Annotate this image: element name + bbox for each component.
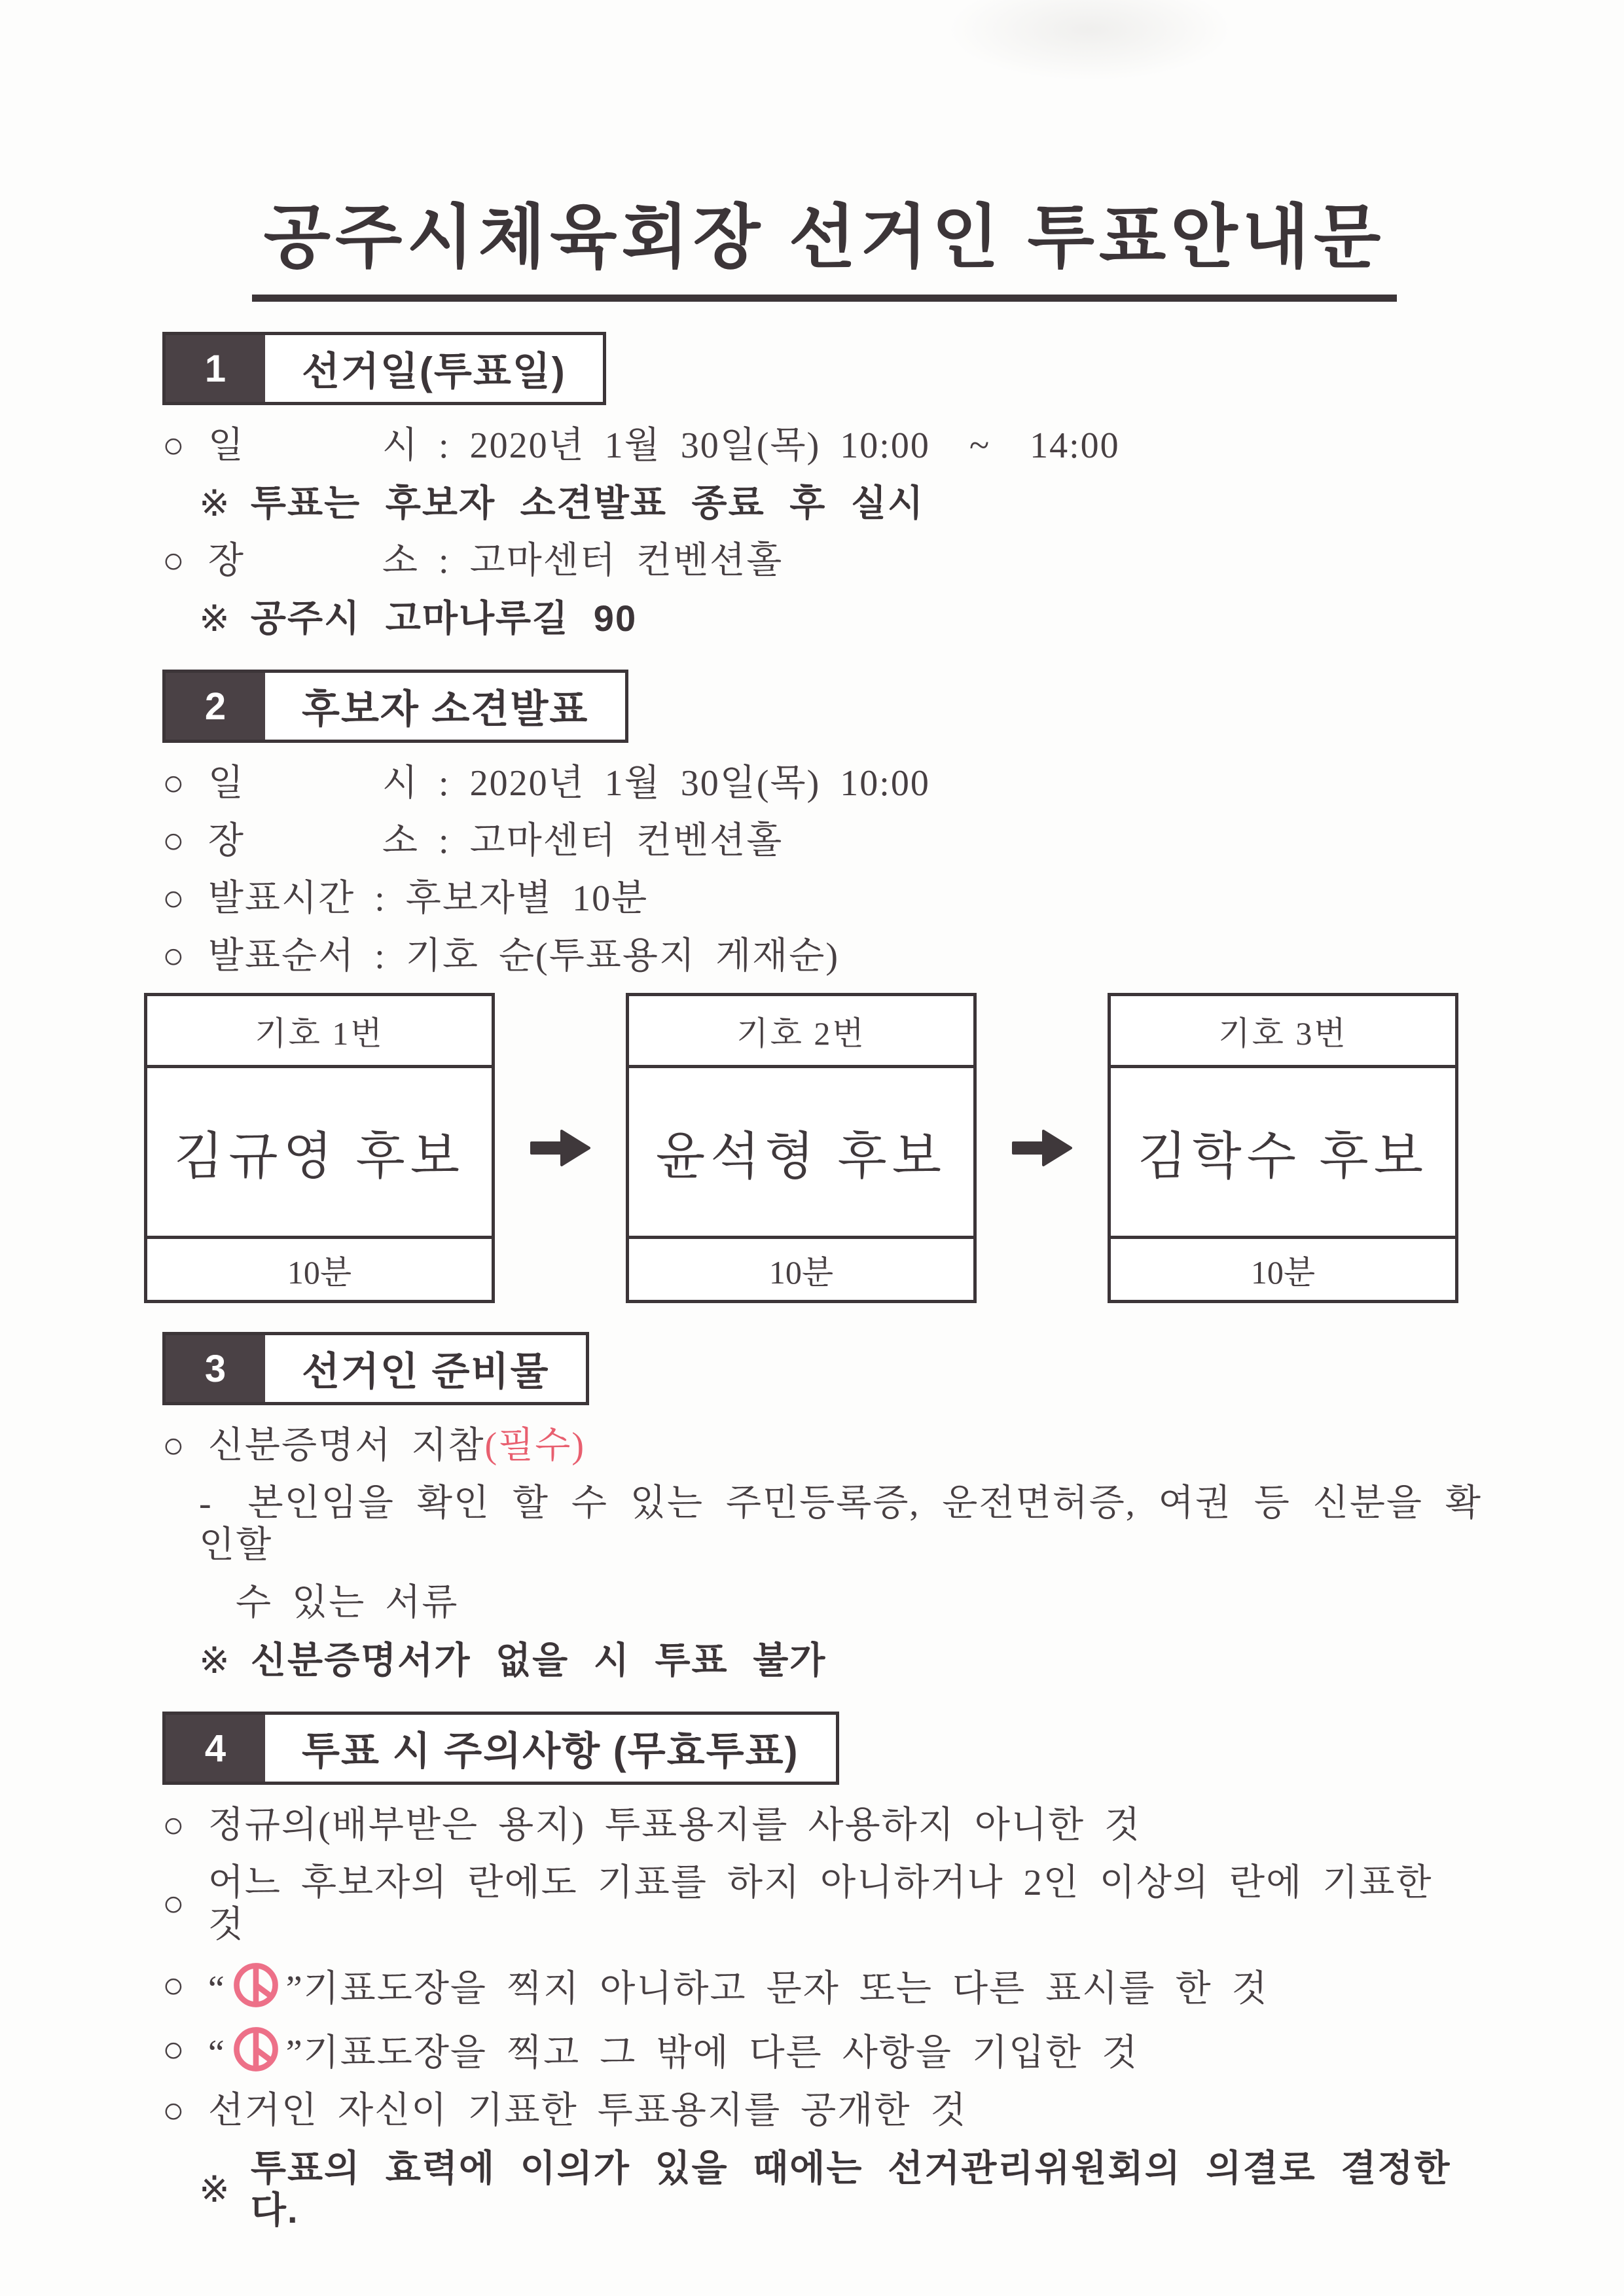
voting-stamp-icon: [232, 1962, 280, 2009]
circle-bullet: ○: [162, 1965, 186, 2006]
circle-bullet: ○: [162, 936, 186, 977]
reference-mark: ※: [199, 1640, 231, 1681]
s2-place-text: 장 소 : 고마센터 컨벤션홀: [208, 821, 784, 861]
candidate-2-rank: 기호 2번: [629, 996, 973, 1068]
section-4-header: [162, 1712, 839, 1785]
s3-warning-line: [199, 1640, 1487, 1681]
candidate-1-name: 김규영 후보: [173, 1128, 465, 1185]
circle-bullet: ○: [162, 1884, 186, 1924]
section-1-title: 선거일(투표일): [302, 350, 566, 393]
reference-mark: ※: [199, 2168, 231, 2210]
open-quote: “: [208, 1969, 226, 2009]
voting-stamp-icon: [232, 2026, 280, 2073]
s3-id-text-main: 신분증명서 지참: [208, 1426, 485, 1466]
candidate-box-3: [1108, 993, 1458, 1303]
s4-invalid-text-5: 선거인 자신이 기표한 투표용지를 공개한 것: [208, 2090, 967, 2131]
circle-bullet: ○: [162, 1805, 186, 1846]
candidate-3-rank: 기호 3번: [1111, 996, 1455, 1068]
circle-bullet: ○: [162, 763, 186, 804]
right-arrow-icon: [529, 1126, 592, 1170]
candidate-box-2: [626, 993, 977, 1303]
section-1-number-badge: 1: [166, 335, 265, 402]
candidate-1-rank: 기호 1번: [147, 996, 492, 1068]
s2-line-datetime: [162, 762, 1487, 804]
circle-bullet: ○: [162, 1426, 186, 1466]
section-1-header: [162, 332, 606, 405]
s1-note-text: 투표는 후보자 소견발표 종료 후 실시: [250, 482, 925, 524]
spacer: [162, 1697, 1487, 1712]
s4-invalid-line-3: [162, 1962, 1487, 2010]
section-2-title: 후보자 소견발표: [302, 687, 589, 731]
s2-line-place: [162, 820, 1487, 862]
s3-detail-text-1: 본인임을 확인 할 수 있는 주민등록증, 운전면허증, 여권 등 신분을 확인할: [199, 1483, 1483, 1566]
section-4-number-badge: 4: [166, 1715, 265, 1782]
s2-datetime-text: 일 시 : 2020년 1월 30일(목) 10:00: [208, 763, 930, 804]
s3-detail-line-1: [199, 1482, 1482, 1566]
reference-mark: ※: [199, 482, 231, 524]
s4-invalid-text-3: [208, 1962, 1269, 2010]
s1-note-address: [199, 598, 1487, 639]
s3-warning-text: 신분증명서가 없을 시 투표 불가: [250, 1640, 827, 1681]
close-quote: ”: [285, 1969, 304, 2009]
s4-invalid-line-1: [162, 1804, 1487, 1846]
candidate-2-name: 윤석형 후보: [655, 1128, 947, 1185]
s2-order-text: 발표순서 : 기호 순(투표용지 게재순): [208, 936, 840, 977]
candidate-3-duration: 10분: [1111, 1236, 1455, 1300]
s4-invalid-line-4: [162, 2026, 1487, 2074]
circle-bullet: ○: [162, 2030, 186, 2070]
circle-bullet: ○: [162, 541, 186, 581]
s1-address-text: 공주시 고마나루길 90: [250, 598, 638, 639]
section-4-title: 투표 시 주의사항 (무효투표): [302, 1729, 799, 1773]
s4-invalid-text-2: 어느 후보자의 란에도 기표를 하지 아니하거나 2인 이상의 란에 기표한 것: [208, 1863, 1453, 1945]
close-quote: ”: [285, 2033, 304, 2073]
circle-bullet: ○: [162, 821, 186, 861]
s3-detail-line-2: [236, 1582, 1487, 1624]
document-title-text: 공주시체육회장 선거인 투표안내문: [252, 182, 1398, 302]
open-quote: “: [208, 2033, 226, 2073]
candidate-1-duration: 10분: [147, 1236, 492, 1300]
s2-line-order: [162, 935, 1487, 977]
s2-line-duration: [162, 878, 1487, 920]
s4-stamp-text-2: 기표도장을 찍고 그 밖에 다른 사항을 기입한 것: [303, 2033, 1139, 2073]
circle-bullet: ○: [162, 425, 186, 466]
s1-line-place: [162, 540, 1487, 582]
spacer: [162, 655, 1487, 670]
dash-bullet: -: [199, 1483, 213, 1524]
s3-required-label: (필수): [484, 1426, 586, 1466]
s1-note-after-presentation: [199, 482, 1487, 524]
s4-invalid-text-1: 정규의(배부받은 용지) 투표용지를 사용하지 아니한 것: [208, 1805, 1142, 1846]
document-title: [162, 182, 1487, 302]
section-2-header: [162, 670, 628, 743]
circle-bullet: ○: [162, 2090, 186, 2131]
s3-id-text: [208, 1425, 585, 1467]
presentation-order-diagram: [144, 993, 1487, 1303]
s3-detail-text-2: 수 있는 서류: [236, 1583, 459, 1623]
right-arrow-icon: [1011, 1126, 1074, 1170]
candidate-3-name: 김학수 후보: [1137, 1128, 1429, 1185]
s4-final-note: [199, 2147, 1487, 2231]
section-2-number-badge: 2: [166, 673, 265, 740]
section-3-number-badge: 3: [166, 1335, 265, 1402]
candidate-box-1: [144, 993, 495, 1303]
reference-mark: ※: [199, 598, 231, 639]
s1-datetime-text: 일 시 : 2020년 1월 30일(목) 10:00 ~ 14:00: [208, 425, 1120, 466]
candidate-2-duration: 10분: [629, 1236, 973, 1300]
s4-stamp-text-1: 기표도장을 찍지 아니하고 문자 또는 다른 표시를 한 것: [303, 1969, 1269, 2009]
s4-final-note-text: 투표의 효력에 이의가 있을 때에는 선거관리위원회의 의결로 결정한다.: [250, 2147, 1451, 2231]
s1-place-text: 장 소 : 고마센터 컨벤션홀: [208, 541, 784, 581]
section-3-header: [162, 1332, 589, 1405]
s4-invalid-text-4: [208, 2026, 1139, 2074]
s4-invalid-line-5: [162, 2090, 1487, 2132]
section-3-title: 선거인 준비물: [302, 1350, 550, 1393]
s3-line-id-required: [162, 1425, 1487, 1467]
s4-invalid-line-2: [162, 1862, 1487, 1946]
s1-line-datetime: [162, 425, 1487, 467]
s2-duration-text: 발표시간 : 후보자별 10분: [208, 878, 649, 919]
circle-bullet: ○: [162, 878, 186, 919]
